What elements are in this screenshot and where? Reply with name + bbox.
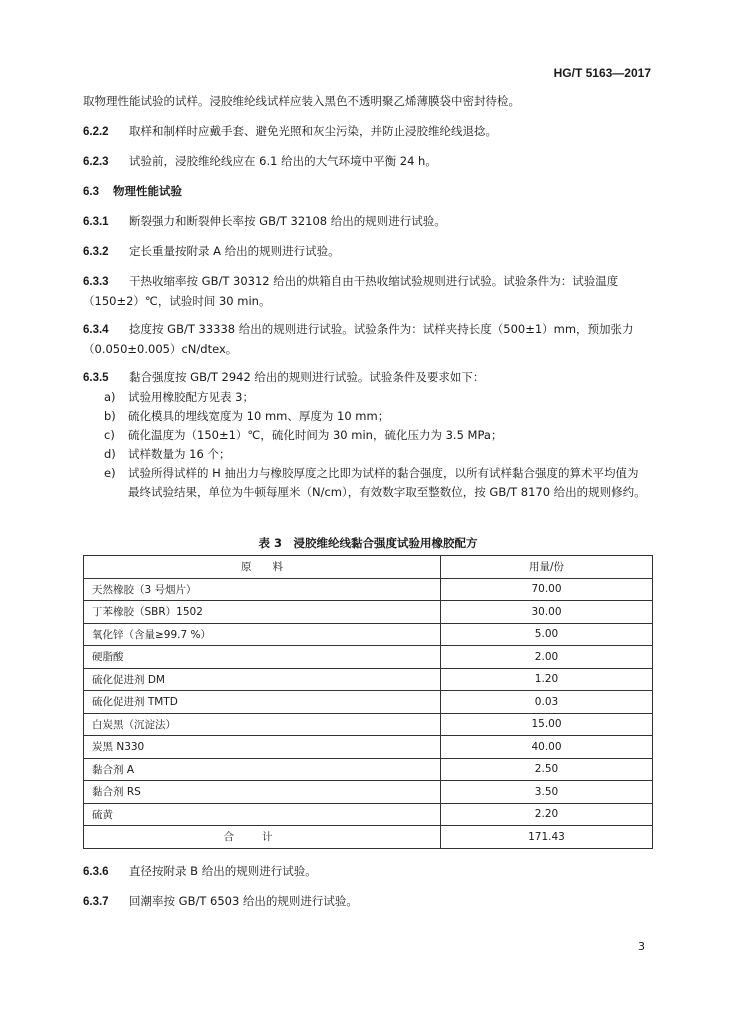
table-row — [84, 623, 653, 646]
table-row — [84, 758, 653, 781]
clause-6-3-2 — [83, 242, 653, 262]
material-cell: 硫化促进剂 DM — [84, 668, 441, 691]
table-total-row — [84, 826, 653, 849]
table-row — [84, 781, 653, 804]
table-row — [84, 713, 653, 736]
clause-number: 6.3.5 — [83, 372, 109, 384]
table-row — [84, 736, 653, 759]
clause-number: 6.3.3 — [83, 276, 109, 288]
clause-6-3-7 — [83, 892, 653, 912]
material-cell: 黏合剂 RS — [84, 781, 441, 804]
table-header-row — [84, 556, 653, 579]
clause-6-2-2 — [83, 122, 653, 142]
list-item — [104, 464, 649, 502]
clause-6-3-1 — [83, 212, 653, 232]
list-item — [104, 445, 649, 464]
clause-text: 回潮率按 GB/T 6503 给出的规则进行试验。 — [129, 894, 358, 908]
amount-cell: 70.00 — [441, 578, 653, 601]
clause-text: 直径按附录 B 给出的规则进行试验。 — [129, 864, 317, 878]
clause-text: 试验前，浸胶维纶线应在 6.1 给出的大气环境中平衡 24 h。 — [129, 154, 437, 168]
clause-number: 6.3.1 — [83, 216, 109, 228]
clause-text: 捻度按 GB/T 33338 给出的规则进行试验。试验条件为：试样夹持长度（500±1）mm，预加张力（0.050±0.005）cN/dtex。 — [83, 322, 634, 356]
list-text: 试样数量为 16 个； — [128, 447, 231, 461]
table-row — [84, 601, 653, 624]
rubber-formula-table — [83, 555, 653, 849]
clause-number: 6.3.6 — [83, 866, 109, 878]
clause-text: 定长重量按附录 A 给出的规则进行试验。 — [129, 244, 340, 258]
column-header-amount: 用量/份 — [441, 556, 653, 579]
clause-text: 断裂强力和断裂伸长率按 GB/T 32108 给出的规则进行试验。 — [129, 214, 446, 228]
clause-number: 6.2.3 — [83, 156, 109, 168]
clause-number: 6.2.2 — [83, 126, 109, 138]
table-row — [84, 646, 653, 669]
clause-6-3-4 — [83, 320, 653, 359]
amount-cell: 15.00 — [441, 713, 653, 736]
amount-cell: 0.03 — [441, 691, 653, 714]
clause-text: 黏合强度按 GB/T 2942 给出的规则进行试验。试验条件及要求如下： — [129, 370, 485, 384]
material-cell: 天然橡胶（3 号烟片） — [84, 578, 441, 601]
total-label: 合计 — [84, 826, 441, 849]
amount-cell: 30.00 — [441, 601, 653, 624]
list-item — [104, 426, 649, 445]
table-caption: 表 3 浸胶维纶线黏合强度试验用橡胶配方 — [258, 536, 478, 550]
material-cell: 白炭黑（沉淀法） — [84, 713, 441, 736]
column-header-material: 原 料 — [84, 556, 441, 579]
list-marker: a) — [104, 390, 116, 404]
section-title: 物理性能试验 — [113, 184, 182, 198]
section-6-3-title — [83, 182, 653, 202]
clause-number: 6.3.4 — [83, 324, 109, 336]
clause-text: 干热收缩率按 GB/T 30312 给出的烘箱自由干热收缩试验规则进行试验。试验条件为：试验温度（150±2）℃，试验时间 30 min。 — [83, 274, 619, 308]
table-row — [84, 578, 653, 601]
list-marker: d) — [104, 447, 116, 461]
amount-cell: 2.50 — [441, 758, 653, 781]
list-text: 硫化温度为（150±1）℃，硫化时间为 30 min，硫化压力为 3.5 MPa； — [128, 428, 503, 442]
list-item — [104, 407, 649, 426]
list-marker: e) — [104, 466, 116, 480]
list-text: 硫化模具的埋线宽度为 10 mm、厚度为 10 mm； — [128, 409, 390, 423]
amount-cell: 5.00 — [441, 623, 653, 646]
clause-6-3-6 — [83, 862, 653, 882]
amount-cell: 2.20 — [441, 803, 653, 826]
material-cell: 氧化锌（含量≥99.7 %） — [84, 623, 441, 646]
clause-6-3-3 — [83, 272, 653, 311]
clause-number: 6.3.2 — [83, 246, 109, 258]
list-marker: b) — [104, 409, 116, 423]
clause-text: 取样和制样时应戴手套、避免光照和灰尘污染，并防止浸胶维纶线退捻。 — [129, 124, 497, 138]
clause-6-2-3 — [83, 152, 653, 172]
table-row — [84, 803, 653, 826]
total-value: 171.43 — [441, 826, 653, 849]
amount-cell: 2.00 — [441, 646, 653, 669]
list-item — [104, 388, 649, 407]
list-text: 试验所得试样的 H 抽出力与橡胶厚度之比即为试样的黏合强度，以所有试样黏合强度的算术平均值为最终试验结果，单位为牛顿每厘米（N/cm），有效数字取至整数位，按 GB/T 8170 给出的规则修约。 — [128, 466, 646, 499]
material-cell: 硫黄 — [84, 803, 441, 826]
material-cell: 黏合剂 A — [84, 758, 441, 781]
material-cell: 炭黑 N330 — [84, 736, 441, 759]
material-cell: 硫化促进剂 TMTD — [84, 691, 441, 714]
amount-cell: 3.50 — [441, 781, 653, 804]
material-cell: 硬脂酸 — [84, 646, 441, 669]
amount-cell: 1.20 — [441, 668, 653, 691]
section-number: 6.3 — [83, 186, 99, 198]
material-cell: 丁苯橡胶（SBR）1502 — [84, 601, 441, 624]
paragraph-continuation: 取物理性能试验的试样。浸胶维纶线试样应装入黑色不透明聚乙烯薄膜袋中密封待检。 — [83, 94, 520, 108]
standard-code-header: HG/T 5163—2017 — [553, 66, 651, 80]
table-row — [84, 668, 653, 691]
clause-number: 6.3.7 — [83, 896, 109, 908]
list-text: 试验用橡胶配方见表 3； — [128, 390, 254, 404]
table-row — [84, 691, 653, 714]
amount-cell: 40.00 — [441, 736, 653, 759]
page-number: 3 — [638, 940, 645, 953]
list-marker: c) — [104, 428, 115, 442]
clause-6-3-5 — [83, 368, 653, 388]
